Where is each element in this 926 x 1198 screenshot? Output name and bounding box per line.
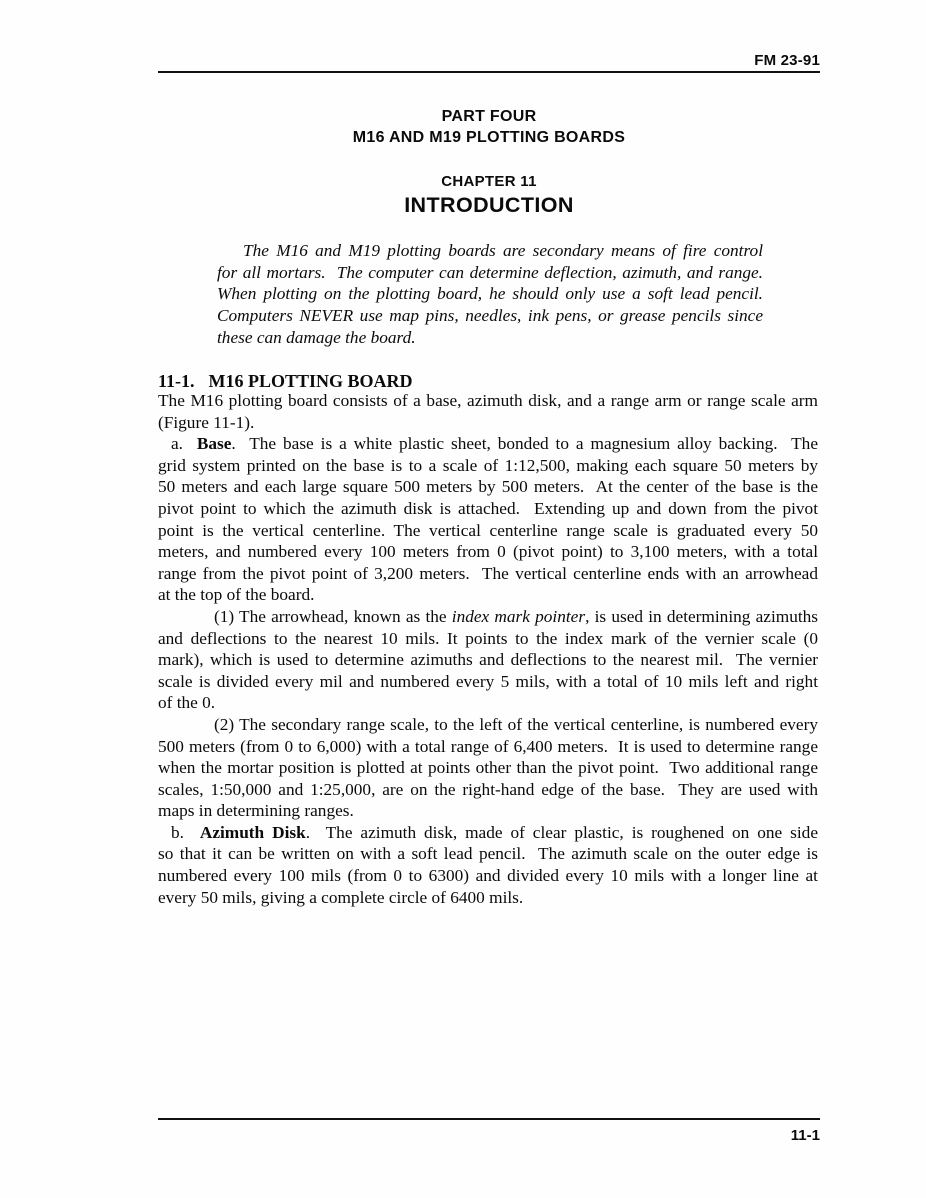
- text-line: (2) The secondary range scale, to the left of the vertical centerline, is numbered every: [214, 714, 818, 734]
- page-number: 11-1: [790, 1127, 820, 1144]
- text-line: meters, and numbered every 100 meters from 0 (pivot point) to 3,100 meters, with a total: [158, 542, 818, 562]
- section-number: 11-1.: [158, 371, 195, 391]
- part-title: [158, 106, 820, 148]
- text-line: numbered every 100 mils (from 0 to 6300) and divided every 10 mils with a longer line at: [158, 866, 818, 886]
- paragraph-1-arrowhead: [158, 606, 818, 714]
- text-line: when the mortar position is plotted at points other than the pivot point. Two additional range: [158, 758, 818, 778]
- part-name: M16 AND M19 PLOTTING BOARDS: [352, 129, 626, 146]
- intro-quote: [217, 240, 763, 349]
- text-line: [158, 606, 818, 628]
- text-line: When plotting on the plotting board, he should only use a soft lead pencil.: [217, 284, 763, 304]
- text-line: range from the pivot point of 3,200 meters. The vertical centerline ends with an arrowhead: [158, 563, 818, 583]
- paragraph-b-azimuth-disk: [158, 822, 818, 908]
- text-line: so that it can be written on with a soft lead pencil. The azimuth scale on the outer edge is: [158, 844, 818, 864]
- text-line: Computers NEVER use map pins, needles, ink pens, or grease pencils since: [217, 306, 763, 326]
- text-line: The M16 plotting board consists of a base, azimuth disk, and a range arm or range scale arm: [158, 391, 818, 410]
- text-line: and deflections to the nearest 10 mils. It points to the index mark of the vernier scale (0: [158, 628, 818, 648]
- text-line: mark), which is used to determine azimuths and deflections to the nearest mil. The vernier: [158, 650, 818, 670]
- text-line: point is the vertical centerline. The vertical centerline range scale is graduated every 50: [158, 520, 818, 540]
- text-segment: , is used in determining azimuths: [585, 606, 819, 626]
- paragraph-a-base: [158, 433, 818, 606]
- part-number: PART FOUR: [441, 108, 537, 125]
- text-segment: . The base is a white plastic sheet, bonded to a magnesium alloy backing. The: [231, 434, 818, 454]
- text-line: maps in determining ranges.: [158, 801, 354, 821]
- text-segment: (1) The arrowhead, known as the: [214, 606, 452, 626]
- text-line: of the 0.: [158, 693, 216, 713]
- text-line: (Figure 11-1).: [158, 412, 255, 432]
- text-line: grid system printed on the base is to a scale of 1:12,500, making each square 50 meters by: [158, 455, 818, 475]
- italic-text: index mark pointer: [451, 606, 586, 626]
- body-text: [158, 390, 818, 908]
- text-line: scales, 1:50,000 and 1:25,000, are on the right-hand edge of the base. They are used with: [158, 779, 818, 799]
- text-segment: . The azimuth disk, made of clear plastic, is roughened on one side: [305, 822, 818, 842]
- section-title: M16 PLOTTING BOARD: [208, 371, 413, 391]
- paragraph-intro: [158, 390, 818, 433]
- text-segment: b.: [171, 822, 200, 842]
- text-line: scale is divided every mil and numbered every 5 mils, with a total of 10 mils left and right: [158, 671, 818, 691]
- text-segment: a.: [171, 434, 197, 454]
- text-line: [158, 822, 818, 844]
- text-line: at the top of the board.: [158, 585, 315, 605]
- chapter-number: CHAPTER 11: [441, 173, 537, 190]
- header-rule: [158, 71, 820, 73]
- text-line: these can damage the board.: [217, 327, 416, 347]
- section-heading: [158, 370, 820, 392]
- text-line: 500 meters (from 0 to 6,000) with a total range of 6,400 meters. It is used to determine range: [158, 736, 818, 756]
- text-line: [158, 433, 818, 455]
- text-line: The M16 and M19 plotting boards are secondary means of fire control: [243, 241, 763, 260]
- front-matter: [158, 106, 820, 217]
- footer-rule: [158, 1118, 820, 1120]
- text-line: every 50 mils, giving a complete circle of 6400 mils.: [158, 887, 524, 907]
- text-line: pivot point to which the azimuth disk is attached. Extending up and down from the pivot: [158, 498, 818, 518]
- chapter-title: INTRODUCTION: [404, 193, 574, 217]
- text-line: for all mortars. The computer can determine deflection, azimuth, and range.: [217, 262, 763, 282]
- paragraph-2-secondary-range-scale: [158, 714, 818, 822]
- bold-text: Azimuth Disk: [199, 822, 306, 842]
- text-line: 50 meters and each large square 500 meters by 500 meters. At the center of the base is the: [158, 477, 818, 497]
- bold-text: Base: [196, 434, 232, 454]
- doc-reference: FM 23-91: [754, 52, 820, 69]
